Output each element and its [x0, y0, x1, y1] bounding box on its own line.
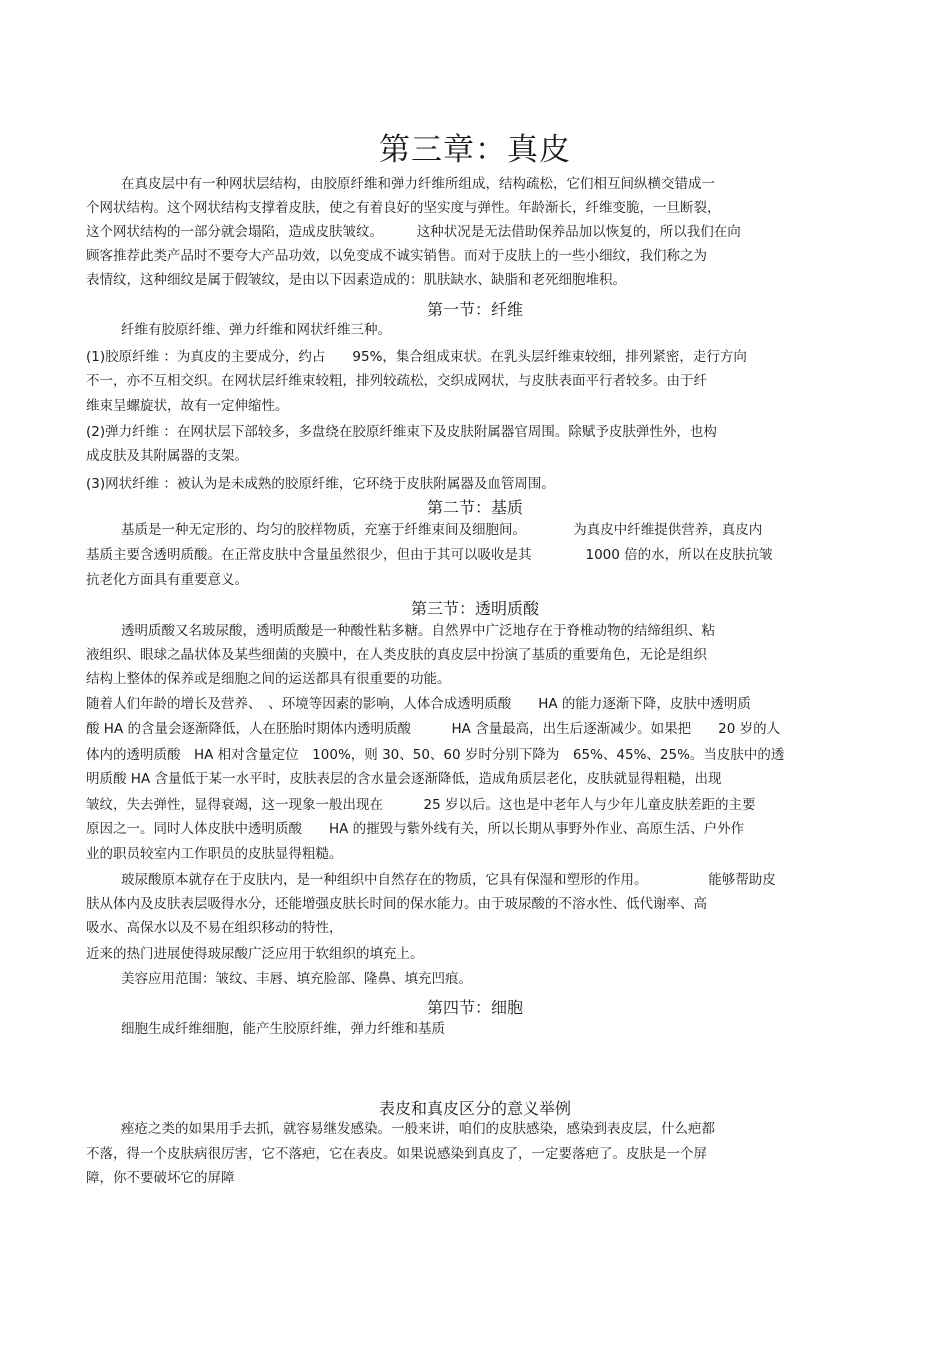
paragraph-line: 细胞生成纤维细胞，能产生胶原纤维，弹力纤维和基质 [121, 1021, 445, 1037]
paragraph-line: 肤从体内及皮肤表层吸得水分，还能增强皮肤长时间的保水能力。由于玻尿酸的不溶水性、低代谢率、高 [86, 896, 707, 912]
paragraph-line: 明质酸 HA 含量低于某一水平时，皮肤表层的含水量会逐渐降低，造成角质层老化，皮肤就显得粗糙，出现 [86, 771, 722, 787]
paragraph-line: 随着人们年龄的增长及营养、 、环境等因素的影响，人体合成透明质酸 HA 的能力逐渐下降，皮肤中透明质 [86, 696, 751, 712]
section-heading: 第三节：透明质酸 [410, 599, 539, 618]
paragraph-line: 玻尿酸原本就存在于皮肤内，是一种组织中自然存在的物质，它具有保湿和塑形的作用。 能够帮助皮 [121, 872, 776, 888]
paragraph-line: 基质主要含透明质酸。在正常皮肤中含量虽然很少，但由于其可以吸收是其 1000 倍的水，所以在皮肤抗皱 [86, 547, 773, 563]
paragraph-line: 维束呈螺旋状，故有一定伸缩性。 [86, 398, 289, 414]
paragraph-line: 液组织、眼球之晶状体及某些细菌的夹膜中，在人类皮肤的真皮层中扮演了基质的重要角色，无论是组织 [86, 647, 707, 663]
intro-line: 在真皮层中有一种网状层结构，由胶原纤维和弹力纤维所组成，结构疏松，它们相互间纵横交错成一 [121, 176, 715, 192]
paragraph-line: (2)弹力纤维 ：在网状层下部较多，多盘绕在胶原纤维束下及皮肤附属器官周围。除赋予皮肤弹性外，也构 [86, 424, 717, 440]
chapter-title: 第三章：真皮 [379, 132, 571, 168]
paragraph-line: 纤维有胶原纤维、弹力纤维和网状纤维三种。 [121, 322, 391, 338]
paragraph-line: 近来的热门进展使得玻尿酸广泛应用于软组织的填充上。 [86, 946, 424, 962]
paragraph-line: 酸 HA 的含量会逐渐降低，人在胚胎时期体内透明质酸 HA 含量最高，出生后逐渐减少。如果把 20 岁的人 [86, 721, 781, 737]
paragraph-line: (1)胶原纤维 ：为真皮的主要成分，约占 95%，集合组成束状。在乳头层纤维束较细，排列紧密，走行方向 [86, 349, 747, 365]
paragraph-line: 痤疮之类的如果用手去抓，就容易继发感染。一般来讲，咱们的皮肤感染，感染到表皮层，什么疤都 [121, 1121, 715, 1137]
paragraph-line: 抗老化方面具有重要意义。 [86, 572, 248, 588]
intro-line: 表情纹，这种细纹是属于假皱纹，是由以下因素造成的：肌肤缺水、缺脂和老死细胞堆积。 [86, 272, 626, 288]
paragraph-line: 成皮肤及其附属器的支架。 [86, 448, 248, 464]
paragraph-line: 吸水、高保水以及不易在组织移动的特性， [86, 920, 343, 936]
paragraph-line: 基质是一种无定形的、均匀的胶样物质，充塞于纤维束间及细胞间。 为真皮中纤维提供营养，真皮内 [121, 522, 763, 538]
section-heading: 第一节：纤维 [426, 300, 523, 319]
section-heading: 第四节：细胞 [426, 998, 523, 1017]
paragraph-line: 体内的透明质酸 HA 相对含量定位 100%，则 30、50、60 岁时分别下降为 65%、45%、25%。当皮肤中的透 [86, 747, 785, 763]
paragraph-line: 透明质酸又名玻尿酸，透明质酸是一种酸性粘多糖。自然界中广泛地存在于脊椎动物的结缔组织、粘 [121, 623, 715, 639]
paragraph-line: 不一，亦不互相交织。在网状层纤维束较粗，排列较疏松，交织成网状，与皮肤表面平行者较多。由于纤 [86, 373, 707, 389]
paragraph-line: (3)网状纤维 ：被认为是未成熟的胶原纤维，它环绕于皮肤附属器及血管周围。 [86, 476, 555, 492]
intro-line: 顾客推荐此类产品时不要夸大产品功效，以免变成不诚实销售。而对于皮肤上的一些小细纹，我们称之为 [86, 248, 707, 264]
paragraph-line: 不落，得一个皮肤病很厉害，它不落疤，它在表皮。如果说感染到真皮了，一定要落疤了。皮肤是一个屏 [86, 1146, 707, 1162]
paragraph-line: 结构上整体的保养或是细胞之间的运送都具有很重要的功能。 [86, 671, 451, 687]
paragraph-line: 美容应用范围：皱纹、丰唇、填充脸部、隆鼻、填充凹痕。 [121, 971, 472, 987]
paragraph-line: 业的职员较室内工作职员的皮肤显得粗糙。 [86, 846, 343, 862]
paragraph-line: 障，你不要破坏它的屏障 [86, 1170, 235, 1186]
intro-line: 个网状结构。这个网状结构支撑着皮肤，使之有着良好的坚实度与弹性。年龄渐长，纤维变脆，一旦断裂， [86, 200, 721, 216]
section-heading: 第二节：基质 [426, 498, 523, 517]
section-heading: 表皮和真皮区分的意义举例 [378, 1099, 571, 1118]
paragraph-line: 原因之一。同时人体皮肤中透明质酸 HA 的摧毁与紫外线有关，所以长期从事野外作业、高原生活、户外作 [86, 821, 745, 837]
intro-line: 这个网状结构的一部分就会塌陷，造成皮肤皱纹。 这种状况是无法借助保养品加以恢复的，所以我们在向 [86, 224, 741, 240]
paragraph-line: 皱纹，失去弹性，显得衰竭，这一现象一般出现在 25 岁以后。这也是中老年人与少年儿童皮肤差距的主要 [86, 797, 756, 813]
